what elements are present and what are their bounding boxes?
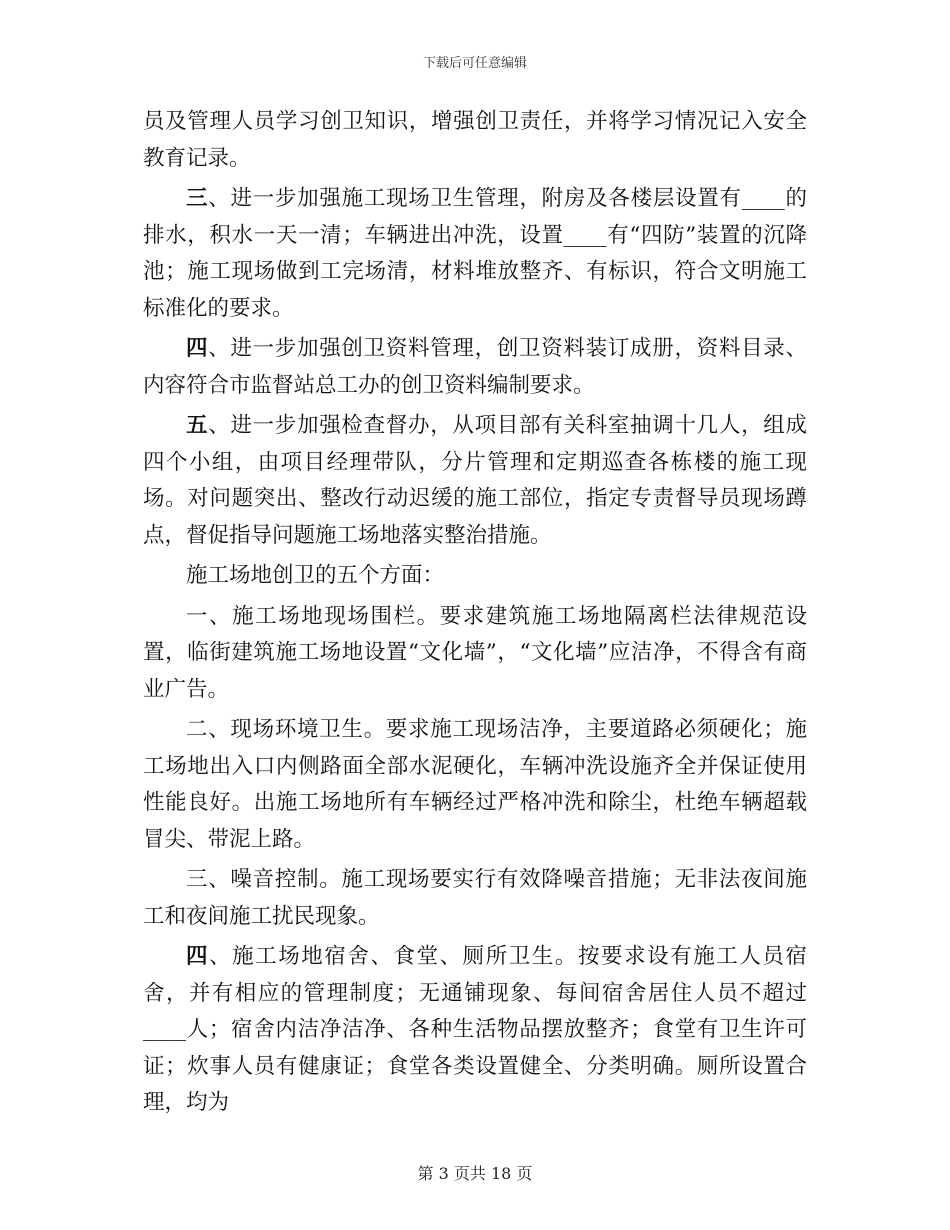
paragraph-aspect-three	[143, 862, 807, 935]
section-intro	[143, 558, 807, 595]
paragraph-lead: 三	[186, 186, 209, 211]
paragraph-item-three	[143, 181, 807, 327]
document-body	[143, 104, 807, 1126]
paragraph-lead: 四	[186, 944, 210, 969]
paragraph-lead: 四	[186, 336, 209, 361]
paragraph-text: 施工场地创卫的五个方面：	[186, 563, 445, 588]
paragraph-text: 员及管理人员学习创卫知识，增强创卫责任，并将学习情况记入安全教育记录。	[143, 109, 807, 171]
page-header: 下载后可任意编辑	[422, 56, 527, 71]
paragraph-continued	[143, 104, 807, 177]
paragraph-text: 、进一步加强创卫资料管理，创卫资料装订成册，资料目录、内容符合市监督站总工办的创卫资料编制要求。	[143, 336, 807, 398]
paragraph-aspect-four	[143, 939, 807, 1122]
paragraph-lead: 五	[186, 413, 209, 438]
paragraph-item-four	[143, 331, 807, 404]
paragraph-text: 三、噪音控制。施工现场要实行有效降噪音措施；无非法夜间施工和夜间施工扰民现象。	[143, 867, 807, 929]
paragraph-aspect-two	[143, 712, 807, 858]
paragraph-text: 一、施工场地现场围栏。要求建筑施工场地隔离栏法律规范设置，临街建筑施工场地设置“文化墙”，“文化墙”应洁净，不得含有商业广告。	[143, 603, 807, 702]
paragraph-text: 、进一步加强检查督办，从项目部有关科室抽调十几人，组成四个小组，由项目经理带队，分片管理和定期巡查各栋楼的施工现场。对问题突出、整改行动迟缓的施工部位，指定专责督导员现场蹲点，督促指导问题施工场地落实整治措施。	[143, 413, 807, 548]
paragraph-item-five	[143, 408, 807, 554]
paragraph-text: 二、现场环境卫生。要求施工现场洁净，主要道路必须硬化；施工场地出入口内侧路面全部水泥硬化，车辆冲洗设施齐全并保证使用性能良好。出施工场地所有车辆经过严格冲洗和除尘，杜绝车辆超载冒尖、带泥上路。	[143, 717, 807, 852]
paragraph-text: 、施工场地宿舍、食堂、厕所卫生。按要求设有施工人员宿舍，并有相应的管理制度；无通铺现象、每间宿舍居住人员不超过____人；宿舍内洁净洁净、各种生活物品摆放整齐；食堂有卫生许可证；炊事人员有健康证；食堂各类设置健全、分类明确。厕所设置合理，均为	[143, 944, 807, 1115]
page-number-footer: 第 3 页共 18 页	[417, 1164, 533, 1183]
paragraph-aspect-one	[143, 599, 807, 709]
paragraph-text: 、进一步加强施工现场卫生管理，附房及各楼层设置有____的排水，积水一天一清；车辆进出冲洗，设置____有“四防”装置的沉降池；施工现场做到工完场清，材料堆放整齐、有标识，符合文明施工标准化的要求。	[143, 186, 807, 321]
